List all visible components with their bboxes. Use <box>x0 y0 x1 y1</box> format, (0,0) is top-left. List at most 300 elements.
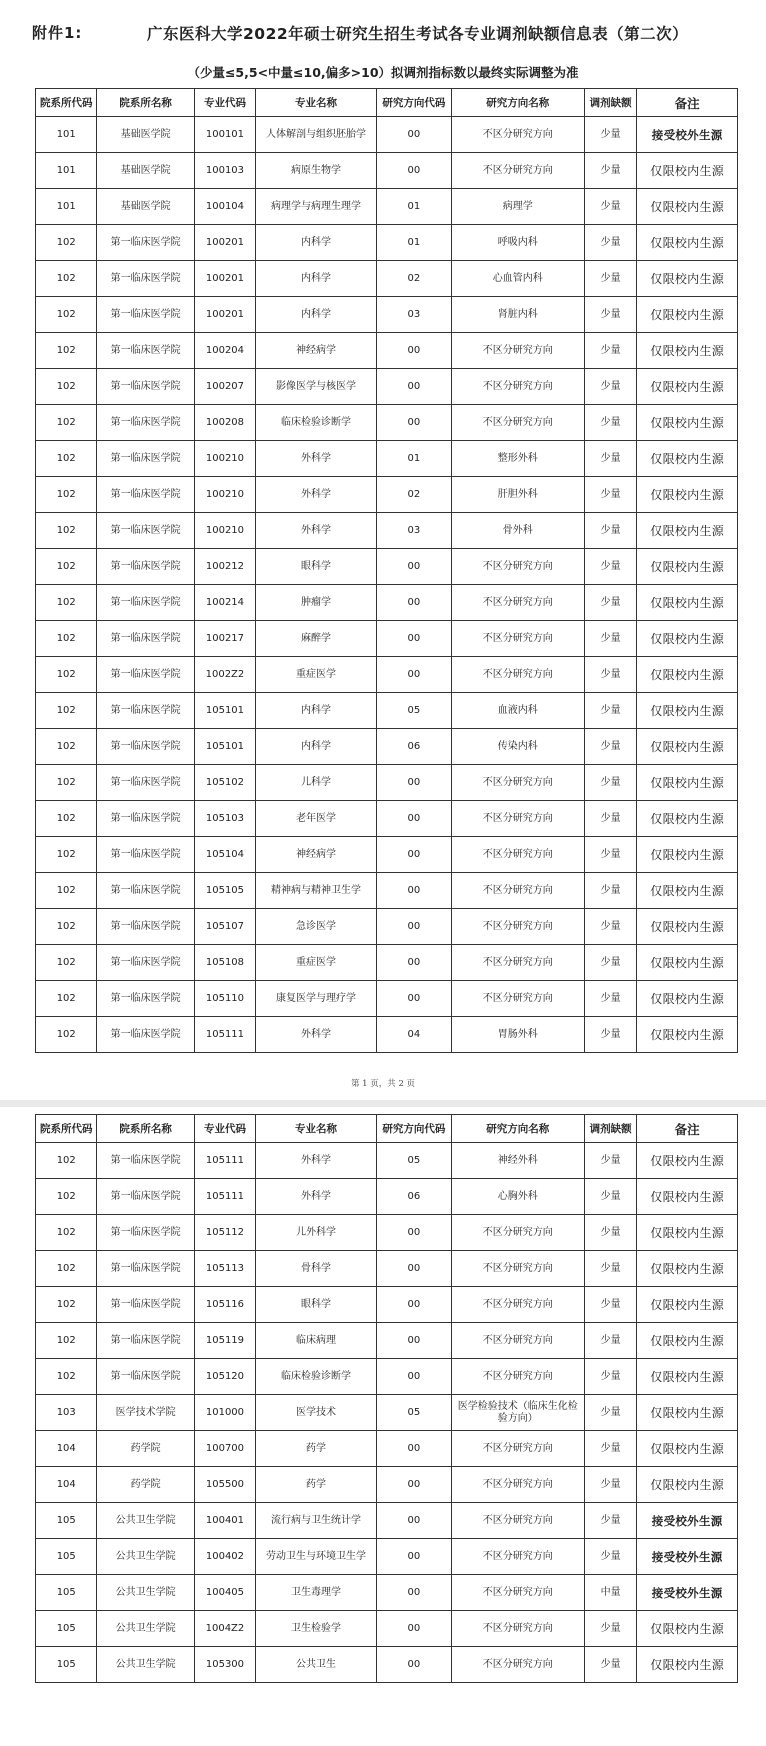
table-row <box>36 657 738 693</box>
cell-major-code: 105105 <box>194 873 255 909</box>
cell-direction-name: 神经外科 <box>451 1143 584 1179</box>
table-body <box>36 117 738 1053</box>
cell-vacancy: 少量 <box>584 261 637 297</box>
cell-direction-code: 00 <box>376 1611 451 1647</box>
cell-major-code: 100204 <box>194 333 255 369</box>
cell-unit-code: 104 <box>36 1467 97 1503</box>
cell-direction-code: 00 <box>376 1323 451 1359</box>
cell-major-name: 眼科学 <box>256 1287 377 1323</box>
cell-major-name: 外科学 <box>256 441 377 477</box>
column-header-direction-code: 研究方向代码 <box>376 89 451 117</box>
cell-direction-name: 不区分研究方向 <box>451 765 584 801</box>
table-row <box>36 909 738 945</box>
cell-vacancy: 少量 <box>584 441 637 477</box>
cell-direction-code: 00 <box>376 1287 451 1323</box>
cell-direction-code: 02 <box>376 261 451 297</box>
cell-unit-code: 102 <box>36 1143 97 1179</box>
cell-unit-name: 第一临床医学院 <box>97 801 194 837</box>
cell-unit-code: 102 <box>36 801 97 837</box>
cell-direction-code: 00 <box>376 153 451 189</box>
table-row <box>36 585 738 621</box>
cell-unit-name: 第一临床医学院 <box>97 837 194 873</box>
table-row <box>36 1647 738 1683</box>
cell-major-name: 康复医学与理疗学 <box>256 981 377 1017</box>
cell-direction-name: 不区分研究方向 <box>451 657 584 693</box>
cell-unit-name: 药学院 <box>97 1431 194 1467</box>
cell-major-name: 卫生检验学 <box>256 1611 377 1647</box>
cell-remark: 仅限校内生源 <box>637 657 738 693</box>
cell-major-code: 105500 <box>194 1467 255 1503</box>
cell-vacancy: 少量 <box>584 729 637 765</box>
cell-major-code: 105111 <box>194 1143 255 1179</box>
cell-major-code: 105101 <box>194 729 255 765</box>
cell-major-name: 重症医学 <box>256 657 377 693</box>
cell-remark: 仅限校内生源 <box>637 153 738 189</box>
table-row <box>36 873 738 909</box>
cell-major-name: 人体解剖与组织胚胎学 <box>256 117 377 153</box>
table-row <box>36 1143 738 1179</box>
table-row <box>36 477 738 513</box>
cell-remark: 仅限校内生源 <box>637 729 738 765</box>
cell-major-name: 肿瘤学 <box>256 585 377 621</box>
cell-major-code: 100700 <box>194 1431 255 1467</box>
cell-unit-code: 102 <box>36 261 97 297</box>
cell-vacancy: 少量 <box>584 1179 637 1215</box>
cell-vacancy: 中量 <box>584 1575 637 1611</box>
cell-major-name: 儿科学 <box>256 765 377 801</box>
cell-direction-name: 病理学 <box>451 189 584 225</box>
cell-direction-code: 00 <box>376 837 451 873</box>
table-row <box>36 153 738 189</box>
cell-major-name: 神经病学 <box>256 837 377 873</box>
cell-unit-code: 102 <box>36 873 97 909</box>
cell-direction-name: 不区分研究方向 <box>451 837 584 873</box>
cell-direction-name: 不区分研究方向 <box>451 153 584 189</box>
cell-remark: 仅限校内生源 <box>637 549 738 585</box>
cell-major-name: 眼科学 <box>256 549 377 585</box>
cell-major-code: 105119 <box>194 1323 255 1359</box>
cell-direction-name: 不区分研究方向 <box>451 1323 584 1359</box>
cell-vacancy: 少量 <box>584 1431 637 1467</box>
cell-major-code: 105102 <box>194 765 255 801</box>
cell-unit-code: 104 <box>36 1431 97 1467</box>
cell-direction-name: 不区分研究方向 <box>451 405 584 441</box>
cell-major-code: 100214 <box>194 585 255 621</box>
cell-vacancy: 少量 <box>584 801 637 837</box>
table-row <box>36 333 738 369</box>
cell-major-code: 100208 <box>194 405 255 441</box>
cell-direction-code: 05 <box>376 693 451 729</box>
cell-major-code: 105116 <box>194 1287 255 1323</box>
cell-unit-code: 102 <box>36 945 97 981</box>
table-row <box>36 837 738 873</box>
cell-major-name: 骨科学 <box>256 1251 377 1287</box>
cell-major-name: 外科学 <box>256 1017 377 1053</box>
cell-major-code: 105103 <box>194 801 255 837</box>
cell-remark: 仅限校内生源 <box>637 693 738 729</box>
cell-direction-name: 不区分研究方向 <box>451 909 584 945</box>
vacancy-table-page-2 <box>35 1114 738 1683</box>
cell-major-name: 老年医学 <box>256 801 377 837</box>
cell-direction-code: 00 <box>376 801 451 837</box>
cell-vacancy: 少量 <box>584 1539 637 1575</box>
cell-remark: 仅限校内生源 <box>637 1467 738 1503</box>
cell-unit-name: 第一临床医学院 <box>97 333 194 369</box>
cell-major-code: 1002Z2 <box>194 657 255 693</box>
cell-direction-name: 不区分研究方向 <box>451 1611 584 1647</box>
cell-vacancy: 少量 <box>584 297 637 333</box>
cell-vacancy: 少量 <box>584 225 637 261</box>
cell-direction-name: 呼吸内科 <box>451 225 584 261</box>
cell-direction-name: 不区分研究方向 <box>451 1539 584 1575</box>
cell-vacancy: 少量 <box>584 1323 637 1359</box>
cell-remark: 仅限校内生源 <box>637 369 738 405</box>
cell-major-code: 105113 <box>194 1251 255 1287</box>
cell-direction-name: 胃肠外科 <box>451 1017 584 1053</box>
cell-major-code: 100101 <box>194 117 255 153</box>
cell-vacancy: 少量 <box>584 945 637 981</box>
cell-major-code: 105120 <box>194 1359 255 1395</box>
cell-direction-name: 传染内科 <box>451 729 584 765</box>
cell-direction-name: 不区分研究方向 <box>451 1647 584 1683</box>
cell-major-code: 100201 <box>194 225 255 261</box>
cell-unit-name: 第一临床医学院 <box>97 729 194 765</box>
cell-remark: 仅限校内生源 <box>637 765 738 801</box>
cell-remark: 仅限校内生源 <box>637 1359 738 1395</box>
cell-direction-code: 00 <box>376 405 451 441</box>
cell-major-name: 内科学 <box>256 729 377 765</box>
cell-unit-name: 公共卫生学院 <box>97 1611 194 1647</box>
cell-vacancy: 少量 <box>584 1251 637 1287</box>
cell-vacancy: 少量 <box>584 1143 637 1179</box>
cell-major-code: 1004Z2 <box>194 1611 255 1647</box>
table-row <box>36 1359 738 1395</box>
cell-remark: 仅限校内生源 <box>637 1143 738 1179</box>
cell-major-name: 病理学与病理生理学 <box>256 189 377 225</box>
cell-direction-code: 06 <box>376 1179 451 1215</box>
cell-remark: 仅限校内生源 <box>637 405 738 441</box>
cell-unit-name: 第一临床医学院 <box>97 477 194 513</box>
cell-direction-name: 不区分研究方向 <box>451 549 584 585</box>
attachment-label: 附件1: <box>32 24 83 42</box>
table-row <box>36 513 738 549</box>
column-header-major-code: 专业代码 <box>194 89 255 117</box>
cell-major-code: 105107 <box>194 909 255 945</box>
cell-major-name: 临床病理 <box>256 1323 377 1359</box>
cell-remark: 仅限校内生源 <box>637 1431 738 1467</box>
cell-unit-name: 第一临床医学院 <box>97 1323 194 1359</box>
table-header-row <box>36 89 738 117</box>
table-body <box>36 1143 738 1683</box>
cell-direction-code: 00 <box>376 549 451 585</box>
cell-direction-name: 心血管内科 <box>451 261 584 297</box>
table-row <box>36 729 738 765</box>
cell-major-name: 临床检验诊断学 <box>256 1359 377 1395</box>
table-row <box>36 261 738 297</box>
cell-major-name: 内科学 <box>256 693 377 729</box>
cell-major-code: 105111 <box>194 1179 255 1215</box>
cell-unit-code: 102 <box>36 225 97 261</box>
cell-major-name: 外科学 <box>256 1179 377 1215</box>
cell-direction-code: 00 <box>376 333 451 369</box>
cell-unit-name: 基础医学院 <box>97 117 194 153</box>
cell-vacancy: 少量 <box>584 189 637 225</box>
cell-vacancy: 少量 <box>584 1215 637 1251</box>
cell-direction-code: 05 <box>376 1395 451 1431</box>
cell-vacancy: 少量 <box>584 477 637 513</box>
cell-major-code: 100210 <box>194 513 255 549</box>
cell-direction-code: 00 <box>376 369 451 405</box>
column-header-direction-name: 研究方向名称 <box>451 1115 584 1143</box>
cell-major-name: 外科学 <box>256 1143 377 1179</box>
cell-direction-code: 00 <box>376 1539 451 1575</box>
cell-major-code: 100201 <box>194 261 255 297</box>
cell-major-code: 105112 <box>194 1215 255 1251</box>
column-header-unit-name: 院系所名称 <box>97 1115 194 1143</box>
page-separator <box>0 1100 766 1107</box>
document-subtitle: （少量≤5,5<中量≤10,偏多>10）拟调剂指标数以最终实际调整为准 <box>187 65 579 80</box>
cell-direction-name: 不区分研究方向 <box>451 1431 584 1467</box>
cell-unit-code: 102 <box>36 1017 97 1053</box>
cell-remark: 仅限校内生源 <box>637 837 738 873</box>
table-row <box>36 549 738 585</box>
cell-unit-code: 102 <box>36 369 97 405</box>
cell-unit-code: 103 <box>36 1395 97 1431</box>
table-row <box>36 1251 738 1287</box>
cell-vacancy: 少量 <box>584 549 637 585</box>
cell-vacancy: 少量 <box>584 621 637 657</box>
cell-direction-name: 不区分研究方向 <box>451 369 584 405</box>
table-row <box>36 981 738 1017</box>
cell-major-name: 内科学 <box>256 297 377 333</box>
cell-remark: 仅限校内生源 <box>637 297 738 333</box>
cell-vacancy: 少量 <box>584 1395 637 1431</box>
vacancy-table-page-1 <box>35 88 738 1053</box>
cell-unit-code: 105 <box>36 1611 97 1647</box>
cell-major-name: 精神病与精神卫生学 <box>256 873 377 909</box>
cell-unit-code: 102 <box>36 513 97 549</box>
cell-vacancy: 少量 <box>584 1359 637 1395</box>
cell-direction-code: 00 <box>376 1431 451 1467</box>
cell-direction-code: 01 <box>376 441 451 477</box>
cell-unit-name: 第一临床医学院 <box>97 585 194 621</box>
cell-unit-code: 102 <box>36 765 97 801</box>
cell-unit-name: 第一临床医学院 <box>97 405 194 441</box>
table-row <box>36 693 738 729</box>
cell-unit-code: 102 <box>36 693 97 729</box>
cell-unit-name: 第一临床医学院 <box>97 621 194 657</box>
cell-unit-code: 105 <box>36 1503 97 1539</box>
cell-direction-code: 03 <box>376 513 451 549</box>
cell-major-code: 101000 <box>194 1395 255 1431</box>
column-header-vacancy: 调剂缺额 <box>584 89 637 117</box>
cell-unit-name: 第一临床医学院 <box>97 1359 194 1395</box>
column-header-major-code: 专业代码 <box>194 1115 255 1143</box>
cell-unit-name: 第一临床医学院 <box>97 1143 194 1179</box>
cell-major-name: 药学 <box>256 1467 377 1503</box>
table-row <box>36 1611 738 1647</box>
cell-major-name: 劳动卫生与环境卫生学 <box>256 1539 377 1575</box>
cell-unit-code: 102 <box>36 1323 97 1359</box>
cell-unit-name: 公共卫生学院 <box>97 1647 194 1683</box>
cell-unit-code: 102 <box>36 585 97 621</box>
cell-vacancy: 少量 <box>584 333 637 369</box>
document-title: 广东医科大学2022年硕士研究生招生考试各专业调剂缺额信息表（第二次） <box>147 25 689 43</box>
cell-direction-name: 整形外科 <box>451 441 584 477</box>
cell-major-name: 流行病与卫生统计学 <box>256 1503 377 1539</box>
cell-remark: 仅限校内生源 <box>637 513 738 549</box>
cell-remark: 接受校外生源 <box>637 1503 738 1539</box>
cell-vacancy: 少量 <box>584 1611 637 1647</box>
table-row <box>36 801 738 837</box>
cell-remark: 仅限校内生源 <box>637 873 738 909</box>
column-header-major-name: 专业名称 <box>256 89 377 117</box>
cell-major-code: 105110 <box>194 981 255 1017</box>
cell-major-code: 100405 <box>194 1575 255 1611</box>
cell-unit-name: 药学院 <box>97 1467 194 1503</box>
cell-direction-code: 01 <box>376 225 451 261</box>
cell-unit-code: 102 <box>36 1359 97 1395</box>
cell-unit-code: 105 <box>36 1575 97 1611</box>
cell-unit-name: 第一临床医学院 <box>97 225 194 261</box>
cell-remark: 仅限校内生源 <box>637 1179 738 1215</box>
cell-unit-code: 102 <box>36 549 97 585</box>
cell-remark: 仅限校内生源 <box>637 981 738 1017</box>
cell-remark: 仅限校内生源 <box>637 585 738 621</box>
cell-direction-code: 01 <box>376 189 451 225</box>
cell-unit-name: 公共卫生学院 <box>97 1575 194 1611</box>
cell-direction-code: 00 <box>376 117 451 153</box>
table-row <box>36 225 738 261</box>
cell-direction-name: 不区分研究方向 <box>451 621 584 657</box>
cell-remark: 仅限校内生源 <box>637 1611 738 1647</box>
cell-unit-name: 第一临床医学院 <box>97 1179 194 1215</box>
cell-unit-name: 第一临床医学院 <box>97 549 194 585</box>
cell-remark: 仅限校内生源 <box>637 441 738 477</box>
cell-unit-name: 第一临床医学院 <box>97 513 194 549</box>
cell-major-code: 100210 <box>194 477 255 513</box>
column-header-unit-code: 院系所代码 <box>36 89 97 117</box>
cell-major-name: 内科学 <box>256 261 377 297</box>
cell-vacancy: 少量 <box>584 1503 637 1539</box>
table-row <box>36 297 738 333</box>
cell-remark: 接受校外生源 <box>637 117 738 153</box>
cell-remark: 仅限校内生源 <box>637 477 738 513</box>
table-row <box>36 1575 738 1611</box>
cell-remark: 仅限校内生源 <box>637 801 738 837</box>
cell-remark: 仅限校内生源 <box>637 1215 738 1251</box>
cell-remark: 仅限校内生源 <box>637 225 738 261</box>
cell-direction-code: 00 <box>376 1647 451 1683</box>
column-header-remark: 备注 <box>637 89 738 117</box>
cell-major-name: 病原生物学 <box>256 153 377 189</box>
cell-remark: 仅限校内生源 <box>637 1647 738 1683</box>
cell-direction-code: 00 <box>376 1575 451 1611</box>
cell-direction-name: 不区分研究方向 <box>451 585 584 621</box>
table-row <box>36 1017 738 1053</box>
cell-direction-code: 02 <box>376 477 451 513</box>
cell-major-name: 药学 <box>256 1431 377 1467</box>
cell-unit-code: 102 <box>36 729 97 765</box>
cell-unit-code: 102 <box>36 1215 97 1251</box>
table-row <box>36 1323 738 1359</box>
cell-direction-name: 不区分研究方向 <box>451 981 584 1017</box>
table-row <box>36 621 738 657</box>
cell-unit-name: 第一临床医学院 <box>97 261 194 297</box>
cell-unit-name: 第一临床医学院 <box>97 1017 194 1053</box>
cell-major-name: 公共卫生 <box>256 1647 377 1683</box>
cell-major-name: 重症医学 <box>256 945 377 981</box>
cell-unit-code: 102 <box>36 981 97 1017</box>
cell-vacancy: 少量 <box>584 657 637 693</box>
cell-direction-name: 血液内科 <box>451 693 584 729</box>
cell-major-code: 100210 <box>194 441 255 477</box>
cell-vacancy: 少量 <box>584 1647 637 1683</box>
cell-direction-name: 不区分研究方向 <box>451 1359 584 1395</box>
cell-unit-name: 第一临床医学院 <box>97 873 194 909</box>
cell-vacancy: 少量 <box>584 513 637 549</box>
cell-direction-code: 00 <box>376 621 451 657</box>
cell-vacancy: 少量 <box>584 873 637 909</box>
cell-remark: 仅限校内生源 <box>637 945 738 981</box>
cell-major-code: 105101 <box>194 693 255 729</box>
table-row <box>36 117 738 153</box>
cell-unit-code: 102 <box>36 1251 97 1287</box>
column-header-unit-code: 院系所代码 <box>36 1115 97 1143</box>
cell-vacancy: 少量 <box>584 369 637 405</box>
cell-unit-name: 第一临床医学院 <box>97 1215 194 1251</box>
cell-direction-name: 肝胆外科 <box>451 477 584 513</box>
table-header-row <box>36 1115 738 1143</box>
cell-direction-code: 00 <box>376 1251 451 1287</box>
cell-major-code: 105300 <box>194 1647 255 1683</box>
cell-major-name: 卫生毒理学 <box>256 1575 377 1611</box>
cell-major-name: 内科学 <box>256 225 377 261</box>
cell-direction-code: 00 <box>376 945 451 981</box>
cell-major-name: 急诊医学 <box>256 909 377 945</box>
cell-direction-name: 骨外科 <box>451 513 584 549</box>
cell-remark: 仅限校内生源 <box>637 189 738 225</box>
table-row <box>36 1431 738 1467</box>
cell-direction-code: 06 <box>376 729 451 765</box>
cell-direction-code: 00 <box>376 909 451 945</box>
cell-direction-name: 不区分研究方向 <box>451 1251 584 1287</box>
cell-unit-name: 基础医学院 <box>97 153 194 189</box>
cell-remark: 仅限校内生源 <box>637 621 738 657</box>
cell-remark: 仅限校内生源 <box>637 1287 738 1323</box>
cell-vacancy: 少量 <box>584 153 637 189</box>
cell-major-code: 105111 <box>194 1017 255 1053</box>
column-header-vacancy: 调剂缺额 <box>584 1115 637 1143</box>
cell-major-code: 100207 <box>194 369 255 405</box>
cell-unit-code: 102 <box>36 333 97 369</box>
cell-unit-code: 102 <box>36 405 97 441</box>
cell-remark: 接受校外生源 <box>637 1575 738 1611</box>
cell-unit-name: 第一临床医学院 <box>97 765 194 801</box>
column-header-direction-code: 研究方向代码 <box>376 1115 451 1143</box>
cell-unit-name: 公共卫生学院 <box>97 1503 194 1539</box>
cell-unit-code: 101 <box>36 189 97 225</box>
cell-unit-name: 第一临床医学院 <box>97 369 194 405</box>
cell-unit-name: 第一临床医学院 <box>97 1287 194 1323</box>
cell-vacancy: 少量 <box>584 1467 637 1503</box>
cell-vacancy: 少量 <box>584 837 637 873</box>
cell-unit-name: 第一临床医学院 <box>97 981 194 1017</box>
cell-unit-code: 105 <box>36 1647 97 1683</box>
cell-major-code: 100402 <box>194 1539 255 1575</box>
cell-unit-name: 第一临床医学院 <box>97 945 194 981</box>
cell-vacancy: 少量 <box>584 981 637 1017</box>
